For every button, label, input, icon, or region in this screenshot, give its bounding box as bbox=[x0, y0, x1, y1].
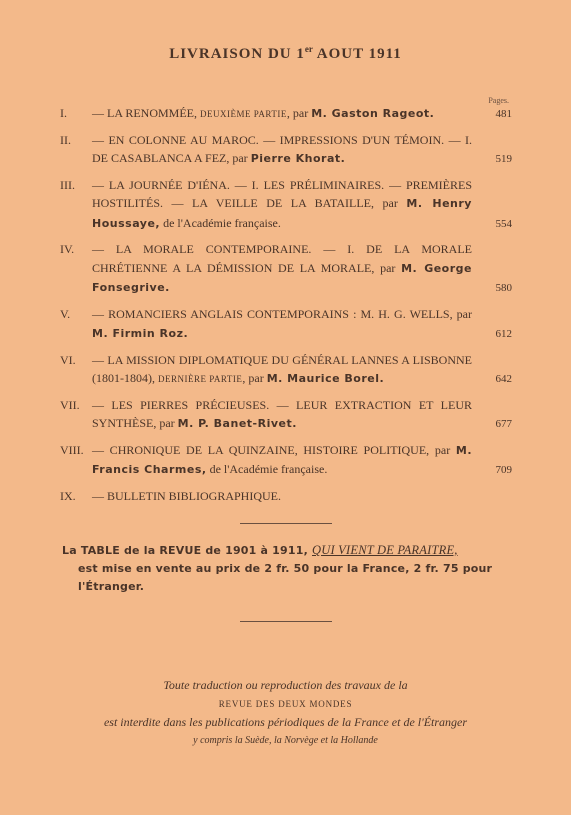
entry-page-number: 481 bbox=[495, 108, 512, 120]
table-announcement bbox=[62, 541, 512, 596]
announcement-text-2: est mise en vente au prix de 2 fr. 50 pour la France, 2 fr. 75 pour l'Étranger. bbox=[78, 562, 493, 593]
toc-entry-7 bbox=[60, 396, 512, 434]
toc-entry-1 bbox=[60, 104, 512, 124]
entry-author: M. Henry Houssaye, bbox=[92, 197, 472, 230]
entry-author: M. Francis Charmes, bbox=[92, 443, 473, 476]
toc-entry-9 bbox=[60, 487, 512, 507]
entry-number: VII. bbox=[60, 397, 80, 412]
notice-line-4: y compris la Suède, la Norvège et la Hollande bbox=[193, 734, 378, 746]
page-title bbox=[0, 44, 571, 63]
entry-author: Pierre Khorat. bbox=[250, 152, 346, 165]
entry-page-number: 554 bbox=[495, 217, 512, 230]
entry-number: VI. bbox=[60, 352, 76, 367]
entry-page-number: 612 bbox=[495, 328, 512, 340]
entry-page-number: 677 bbox=[495, 418, 512, 430]
entry-number: V. bbox=[60, 306, 71, 321]
entry-number: III. bbox=[60, 177, 75, 192]
entry-title: — LA MISSION DIPLOMATIQUE DU GÉNÉRAL LANNES A LISBONNE (1801-1804), DERNIÈRE PARTIE, par M. Maurice Borel. bbox=[92, 352, 472, 385]
entry-page-number: 580 bbox=[495, 282, 512, 294]
entry-title: — LA RENOMMÉE, DEUXIÈME PARTIE, par M. Gaston Rageot. bbox=[92, 106, 435, 120]
notice-line-2: REVUE DES DEUX MONDES bbox=[218, 698, 353, 709]
entry-author: M. Maurice Borel. bbox=[266, 372, 385, 385]
entry-number: II. bbox=[60, 132, 71, 147]
toc-entry-6 bbox=[60, 351, 512, 389]
entry-author: M. George Fonsegrive. bbox=[92, 261, 472, 294]
entry-title: — LES PIERRES PRÉCIEUSES. — LEUR EXTRACTION ET LEUR SYNTHÈSE, par M. P. Banet-Rivet. bbox=[92, 397, 472, 430]
entry-page-number: 642 bbox=[495, 373, 512, 385]
entry-author: M. P. Banet-Rivet. bbox=[177, 417, 297, 430]
table-of-contents bbox=[60, 104, 512, 513]
entry-number: VIII. bbox=[60, 442, 84, 457]
entry-title: — EN COLONNE AU MAROC. — IMPRESSIONS D'UN TÉMOIN. — I. DE CASABLANCA A FEZ, par Pierre Khorat. bbox=[92, 132, 472, 165]
entry-title: — BULLETIN BIBLIOGRAPHIQUE. bbox=[92, 488, 281, 503]
entry-note: DERNIÈRE PARTIE bbox=[158, 374, 243, 384]
entry-page-number: 519 bbox=[495, 153, 512, 165]
announcement-text-1: La TABLE de la REVUE de 1901 à 1911, bbox=[62, 544, 313, 557]
notice-line-1: Toute traduction ou reproduction des travaux de la bbox=[163, 678, 408, 692]
divider-rule-bottom bbox=[240, 621, 332, 622]
title-superscript: er bbox=[304, 44, 313, 54]
announcement-italic: QUI VIENT DE PARAITRE, bbox=[312, 543, 458, 557]
entry-page-number: 709 bbox=[495, 464, 512, 476]
notice-line-3: est interdite dans les publications périodiques de la France et de l'Étranger bbox=[103, 715, 468, 729]
title-rest: AOUT 1911 bbox=[312, 46, 402, 62]
pages-column-label: Pages. bbox=[488, 96, 509, 105]
entry-title: — ROMANCIERS ANGLAIS CONTEMPORAINS : M. H. G. WELLS, par M. Firmin Roz. bbox=[92, 306, 472, 340]
entry-number: IV. bbox=[60, 242, 75, 256]
entry-author: M. Firmin Roz. bbox=[92, 327, 189, 340]
entry-number: I. bbox=[60, 106, 67, 120]
entry-note: DEUXIÈME PARTIE bbox=[200, 109, 287, 119]
copyright-notice bbox=[40, 676, 531, 750]
toc-entry-4 bbox=[60, 240, 512, 298]
entry-title: — LA MORALE CONTEMPORAINE. — I. DE LA MORALE CHRÉTIENNE A LA DÉMISSION DE LA MORALE, par M. George Fonsegrive. bbox=[92, 242, 472, 294]
entry-title: — LA JOURNÉE D'IÉNA. — I. LES PRÉLIMINAIRES. — PREMIÈRES HOSTILITÉS. — LA VEILLE DE LA BATAILLE, par M. Henry Houssaye, de l'Académie française. bbox=[92, 177, 472, 230]
entry-title: — CHRONIQUE DE LA QUINZAINE, HISTOIRE POLITIQUE, par M. Francis Charmes, de l'Académie française. bbox=[92, 442, 473, 476]
toc-entry-2 bbox=[60, 131, 512, 169]
entry-author: M. Gaston Rageot. bbox=[311, 107, 435, 120]
toc-entry-8 bbox=[60, 441, 512, 480]
divider-rule-top bbox=[240, 523, 332, 524]
title-main: LIVRAISON DU 1 bbox=[169, 46, 305, 62]
toc-entry-5 bbox=[60, 305, 512, 344]
toc-entry-3 bbox=[60, 176, 512, 234]
entry-number: IX. bbox=[60, 488, 76, 503]
